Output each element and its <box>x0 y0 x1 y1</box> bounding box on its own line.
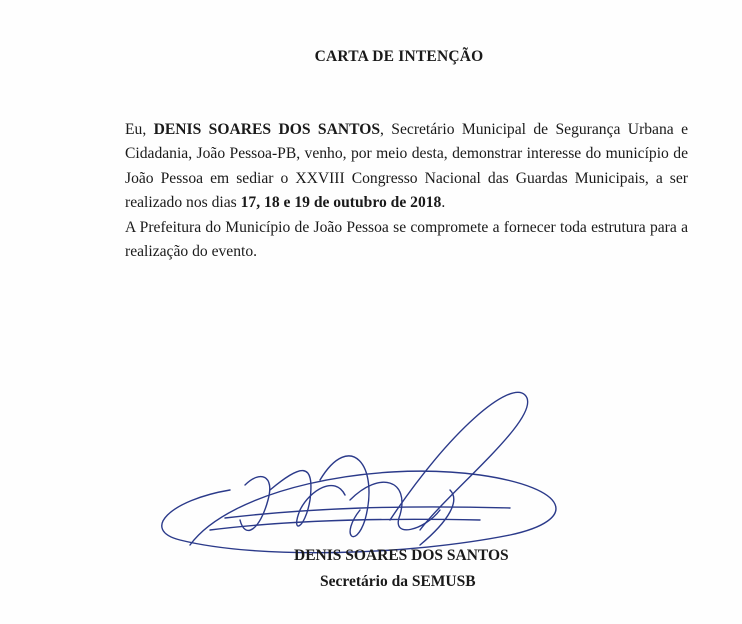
intent-text: , Secretário Municipal de Segurança Urbana e Cidadania, João Pessoa-PB, venho, por meio desta, demonstrar interesse do município de João Pessoa em sediar o XXVIII Congresso Nacional das Guardas Municipais, a ser realizado nos dias <box>125 121 689 212</box>
signatory-role: Secretário da SEMUSB <box>320 573 476 590</box>
event-dates: 17, 18 e 19 de outubro de 2018 <box>240 194 442 212</box>
letter-body <box>125 118 688 264</box>
paragraph-commitment: A Prefeitura do Município de João Pessoa se compromete a fornecer toda estrutura para a realização do evento. <box>125 218 688 261</box>
intro-text: Eu, <box>125 121 154 138</box>
document-title: CARTA DE INTENÇÃO <box>314 48 484 65</box>
paragraph-intent <box>125 118 688 216</box>
signatory-name: DENIS SOARES DOS SANTOS <box>294 547 509 564</box>
intent-end: . <box>441 194 446 212</box>
author-name: DENIS SOARES DOS SANTOS <box>153 121 381 138</box>
